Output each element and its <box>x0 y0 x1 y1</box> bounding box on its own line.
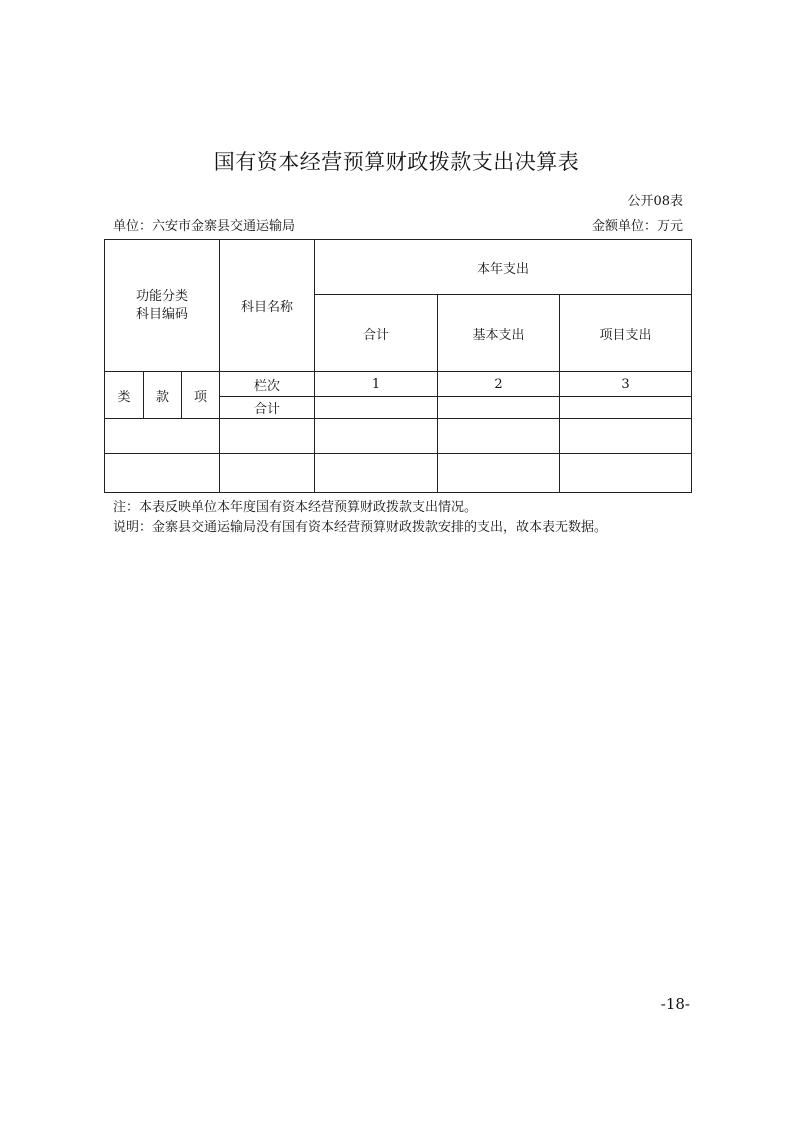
amount-unit-label: 金额单位：万元 <box>591 219 683 234</box>
subject-name-header: 科目名称 <box>220 240 315 372</box>
page-number: -18- <box>660 995 690 1013</box>
basic-expenditure-header: 基本支出 <box>438 295 560 372</box>
empty-cell <box>105 454 220 493</box>
total-header: 合计 <box>315 295 438 372</box>
table-row <box>105 454 692 493</box>
expenditure-table <box>104 239 692 493</box>
column-no-3: 3 <box>560 372 692 397</box>
column-no-1: 1 <box>315 372 438 397</box>
note-line: 注：本表反映单位本年度国有资本经营预算财政拨款支出情况。 <box>113 500 478 515</box>
function-code-header <box>105 240 220 372</box>
sum-total-cell <box>315 397 438 419</box>
table-row <box>105 419 692 454</box>
function-code-line2: 科目编码 <box>135 306 188 322</box>
form-code: 公开08表 <box>627 194 683 209</box>
unit-label: 单位：六安市金寨县交通运输局 <box>113 219 296 234</box>
project-expenditure-header: 项目支出 <box>560 295 692 372</box>
column-no-label: 栏次 <box>220 372 315 397</box>
empty-cell <box>560 419 692 454</box>
empty-cell <box>315 454 438 493</box>
xiang-header: 项 <box>182 372 220 419</box>
sum-basic-cell <box>438 397 560 419</box>
sum-row-label: 合计 <box>220 397 315 419</box>
document-title: 国有资本经营预算财政拨款支出决算表 <box>213 150 580 174</box>
empty-cell <box>560 454 692 493</box>
lei-header: 类 <box>105 372 144 419</box>
current-year-header: 本年支出 <box>315 240 692 295</box>
empty-cell <box>220 419 315 454</box>
empty-cell <box>220 454 315 493</box>
explanation-line: 说明：金寨县交通运输局没有国有资本经营预算财政拨款安排的支出，故本表无数据。 <box>113 520 608 535</box>
empty-cell <box>438 419 560 454</box>
empty-cell <box>105 419 220 454</box>
sum-project-cell <box>560 397 692 419</box>
function-code-line1: 功能分类 <box>135 288 188 304</box>
column-no-2: 2 <box>438 372 560 397</box>
empty-cell <box>315 419 438 454</box>
kuan-header: 款 <box>144 372 182 419</box>
empty-cell <box>438 454 560 493</box>
notes <box>113 498 607 538</box>
